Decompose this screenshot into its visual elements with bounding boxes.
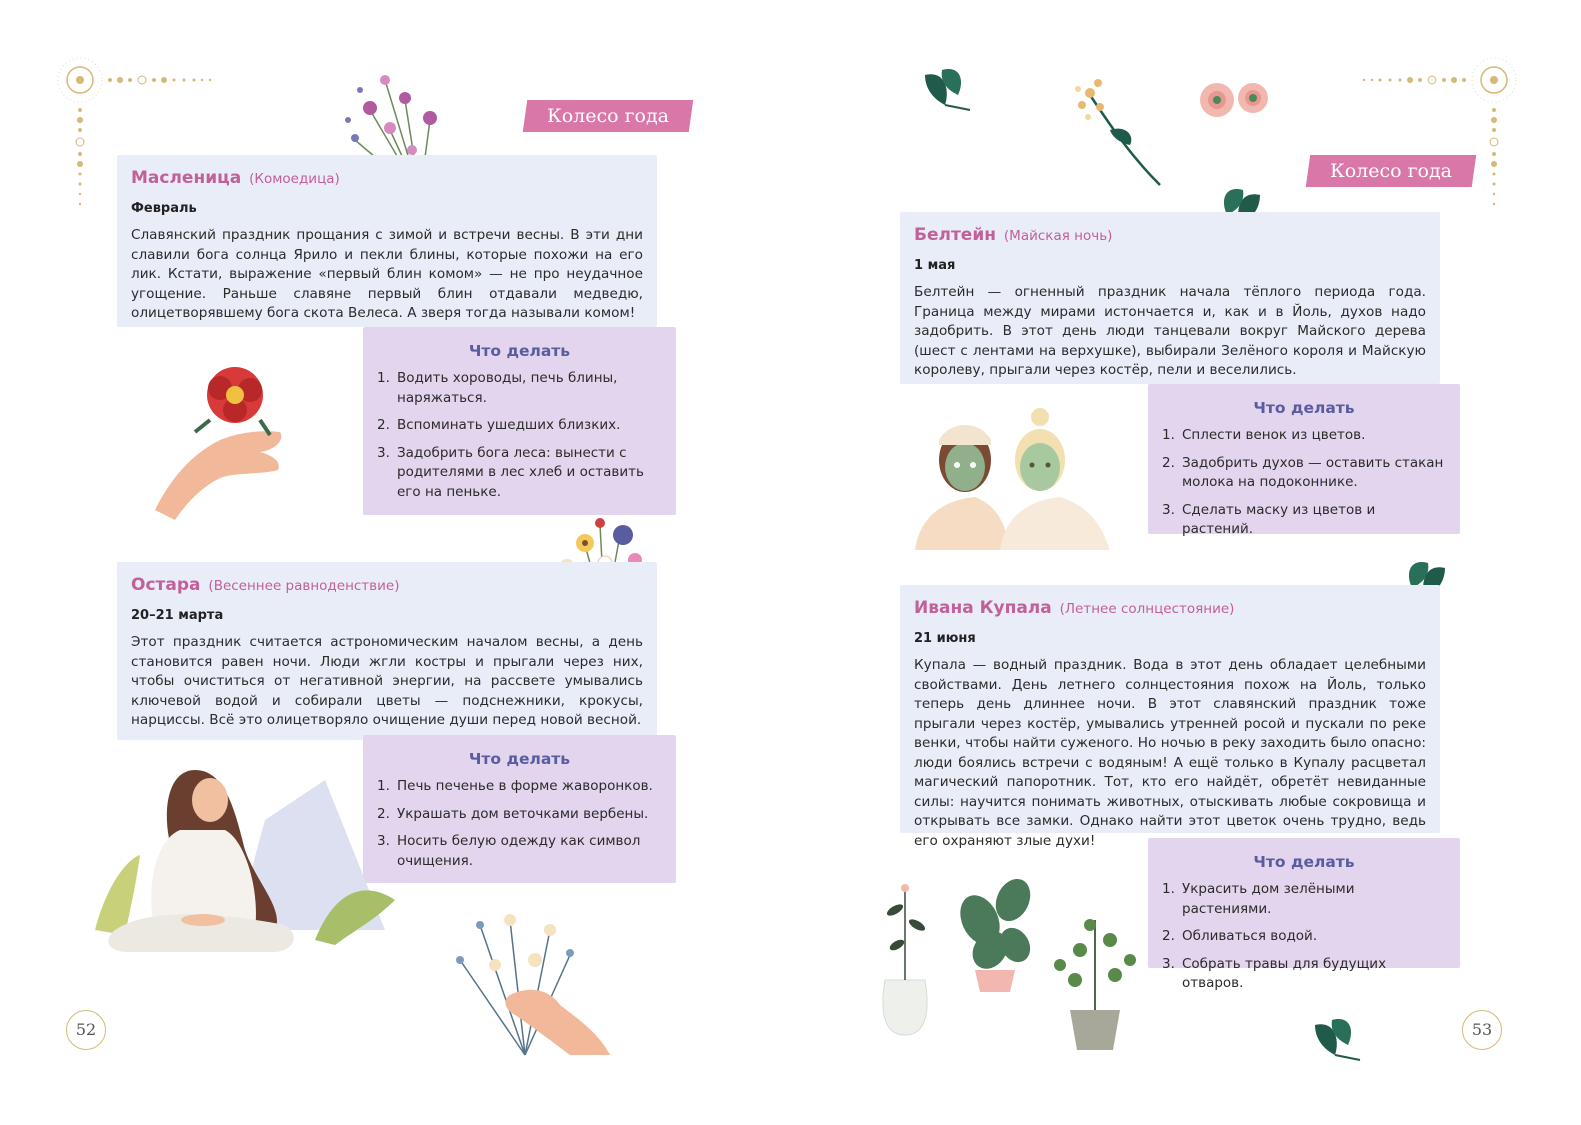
todo-item: 1. Сплести венок из цветов.: [1162, 427, 1366, 443]
todo-title: Что делать: [1253, 399, 1355, 417]
holiday-subtitle: (Комоедица): [249, 171, 340, 187]
holiday-description: Славянский праздник прощания с зимой и встречи весны. В эти дни славили бога солнца Ярило и пекли блины, которые похожи на его лик. Кстати, выражение «первый блин комом» — не про неудачное угощение. Раньше славяне первый блин отдавали медведю, олицетворявшему бога скота Велеса. А зверя тогда называли комом!: [131, 227, 643, 321]
todo-list: [1162, 880, 1446, 994]
todo-item: 1. Печь печенье в форме жаворонков.: [377, 778, 653, 794]
holiday-card-ivana-kupala: [900, 585, 1440, 849]
todo-item: 1. Водить хороводы, печь блины, наряжаться.: [377, 370, 618, 406]
todo-item: 1. Украсить дом зелёными растениями.: [1162, 881, 1355, 917]
holiday-date: Февраль: [131, 201, 197, 216]
pink-flowers-icon: [1195, 78, 1280, 123]
section-tag: [523, 100, 693, 132]
page-number: 53: [1462, 1010, 1502, 1050]
todo-item: 2. Украшать дом веточками вербены.: [377, 805, 649, 822]
holiday-card-beltane: [900, 212, 1440, 384]
holiday-subtitle: (Весеннее равноденствие): [208, 578, 400, 594]
holiday-card-ostara: [117, 562, 657, 740]
holiday-card-maslenitsa: [117, 155, 657, 327]
todo-box-maslenitsa: [363, 327, 676, 515]
section-tag-label: Колесо года: [1330, 160, 1452, 182]
plants-in-pots-icon: [865, 870, 1165, 1055]
hand-holding-peony-icon: [150, 360, 300, 525]
corner-ornament-icon: [1350, 46, 1530, 216]
holiday-description: Купала — водный праздник. Вода в этот день обладает целебными свойствами. День летнего солнцестояния похож на Йоль, только теперь день длиннее ночи. В этот славянский праздник тоже прыгали через костёр, умывались утренней росой и пускали по реке венки, чтобы найти суженого. Но ночью в реку заходить было опасно: люди боялись встречи с водяным! А ещё только в Купалу расцветал магический папоротник. Тот, кто его найдёт, обретёт невиданные силы: научится понимать животных, отыскивать любые сокровища и открывать все замки. Однако найти этот цветок очень трудно, ведь его охраняют злые духи!: [914, 657, 1426, 849]
todo-list: [377, 777, 662, 871]
holiday-description: Белтейн — огненный праздник начала тёплого периода года. Граница между мирами истончается и, как и в Йоль, духов надо задобрить. В этот день люди танцевали вокруг Майского дерева (шест с лентами на верхушке), выбирали Зелёного короля и Майскую королеву, прыгали через костёр, пели и веселились.: [914, 284, 1426, 378]
todo-title: Что делать: [468, 342, 571, 360]
leaf-sprig-icon: [1310, 1015, 1365, 1065]
todo-item: 3. Задобрить бога леса: вынести с родителями в лес хлеб и оставить его на пеньке.: [377, 444, 644, 500]
todo-list: [377, 369, 662, 502]
holiday-date: 21 июня: [914, 631, 976, 646]
todo-title: Что делать: [1253, 853, 1355, 871]
holiday-date: 1 мая: [914, 258, 956, 273]
flower-branch-icon: [1070, 75, 1165, 190]
todo-box-beltane: [1148, 384, 1460, 537]
leaf-sprig-icon: [920, 65, 975, 115]
holiday-subtitle: (Майская ночь): [1003, 228, 1113, 244]
todo-item: 3. Носить белую одежду как символ очищения.: [377, 833, 641, 869]
right-page: [790, 0, 1581, 1125]
holiday-date: 20–21 марта: [131, 608, 224, 623]
holiday-title: Остара (Весеннее равноденствие): [131, 575, 400, 595]
holiday-title: Ивана Купала (Летнее солнцестояние): [914, 598, 1235, 618]
section-tag: [1306, 155, 1476, 187]
section-tag-label: Колесо года: [547, 105, 669, 127]
todo-item: 2. Задобрить духов — оставить стакан молока на подоконнике.: [1162, 454, 1444, 490]
hand-holding-flowers-icon: [440, 905, 615, 1060]
todo-title: Что делать: [468, 750, 571, 768]
todo-box-ivana-kupala: [1148, 838, 1460, 991]
holiday-description: Этот праздник считается астрономическим началом весны, а день становится равен ночи. Люди жгли костры и прыгали через них, чтобы очиститься от негативной энергии, на рассвете умывались ключевой водой и собирали цветы — подснежники, крокусы, нарциссы. Всё это олицетворяло очищение души перед новой весной.: [131, 634, 643, 728]
holiday-title: Белтейн (Майская ночь): [914, 225, 1113, 245]
face-mask-women-icon: [915, 405, 1115, 550]
page-number: 52: [66, 1010, 106, 1050]
holiday-subtitle: (Летнее солнцестояние): [1059, 601, 1235, 617]
todo-item: 3. Собрать травы для будущих отваров.: [1162, 955, 1387, 991]
todo-item: 2. Вспоминать ушедших близких.: [377, 417, 621, 433]
meditating-woman-icon: [85, 760, 405, 960]
todo-item: 2. Обливаться водой.: [1162, 928, 1318, 944]
holiday-title: Масленица (Комоедица): [131, 168, 340, 188]
todo-item: 3. Сделать маску из цветов и растений.: [1162, 501, 1376, 537]
todo-list: [1162, 426, 1446, 540]
left-page: [0, 0, 790, 1125]
todo-box-ostara: [363, 735, 676, 883]
